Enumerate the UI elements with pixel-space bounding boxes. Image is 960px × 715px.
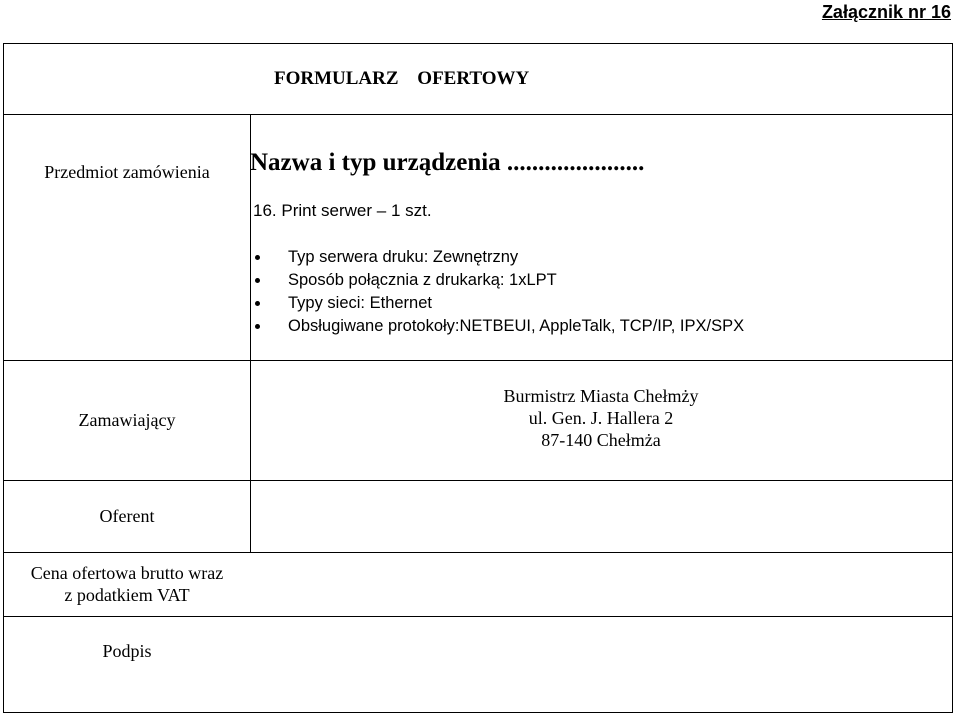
offeror-label: Oferent xyxy=(99,506,155,526)
offer-form-table xyxy=(3,43,953,713)
device-name-field: Nazwa i typ urządzenia ...................... xyxy=(250,149,645,176)
spec-item: Sposób połącznia z drukarką: 1xLPT xyxy=(254,269,744,292)
row-divider xyxy=(4,360,952,361)
orderer-street: ul. Gen. J. Hallera 2 xyxy=(528,408,674,428)
bullet-icon xyxy=(255,324,260,329)
column-divider xyxy=(250,114,251,552)
orderer-city: 87-140 Chełmża xyxy=(541,430,661,450)
signature-label: Podpis xyxy=(102,641,152,661)
spec-list xyxy=(254,246,744,338)
orderer-address xyxy=(250,385,952,451)
item-title: 16. Print serwer – 1 szt. xyxy=(253,201,432,220)
bullet-icon xyxy=(255,255,260,260)
row-divider xyxy=(4,616,952,617)
annex-label: Załącznik nr 16 xyxy=(821,2,951,22)
subject-label: Przedmiot zamówienia xyxy=(44,162,210,182)
form-title: FORMULARZ OFERTOWY xyxy=(274,68,530,89)
spec-item: Obsługiwane protokoły:NETBEUI, AppleTalk, TCP/IP, IPX/SPX xyxy=(254,315,744,338)
row-divider xyxy=(4,552,952,553)
bullet-icon xyxy=(255,278,260,283)
price-label xyxy=(4,562,250,606)
row-divider xyxy=(4,480,952,481)
orderer-name: Burmistrz Miasta Chełmży xyxy=(503,386,699,406)
bullet-icon xyxy=(255,301,260,306)
spec-item: Typ serwera druku: Zewnętrzny xyxy=(254,246,744,269)
orderer-label: Zamawiający xyxy=(78,410,176,430)
spec-item: Typy sieci: Ethernet xyxy=(254,292,744,315)
row-divider xyxy=(4,114,952,115)
price-label-line1: Cena ofertowa brutto wraz xyxy=(30,563,224,583)
price-label-line2: z podatkiem VAT xyxy=(64,585,190,605)
